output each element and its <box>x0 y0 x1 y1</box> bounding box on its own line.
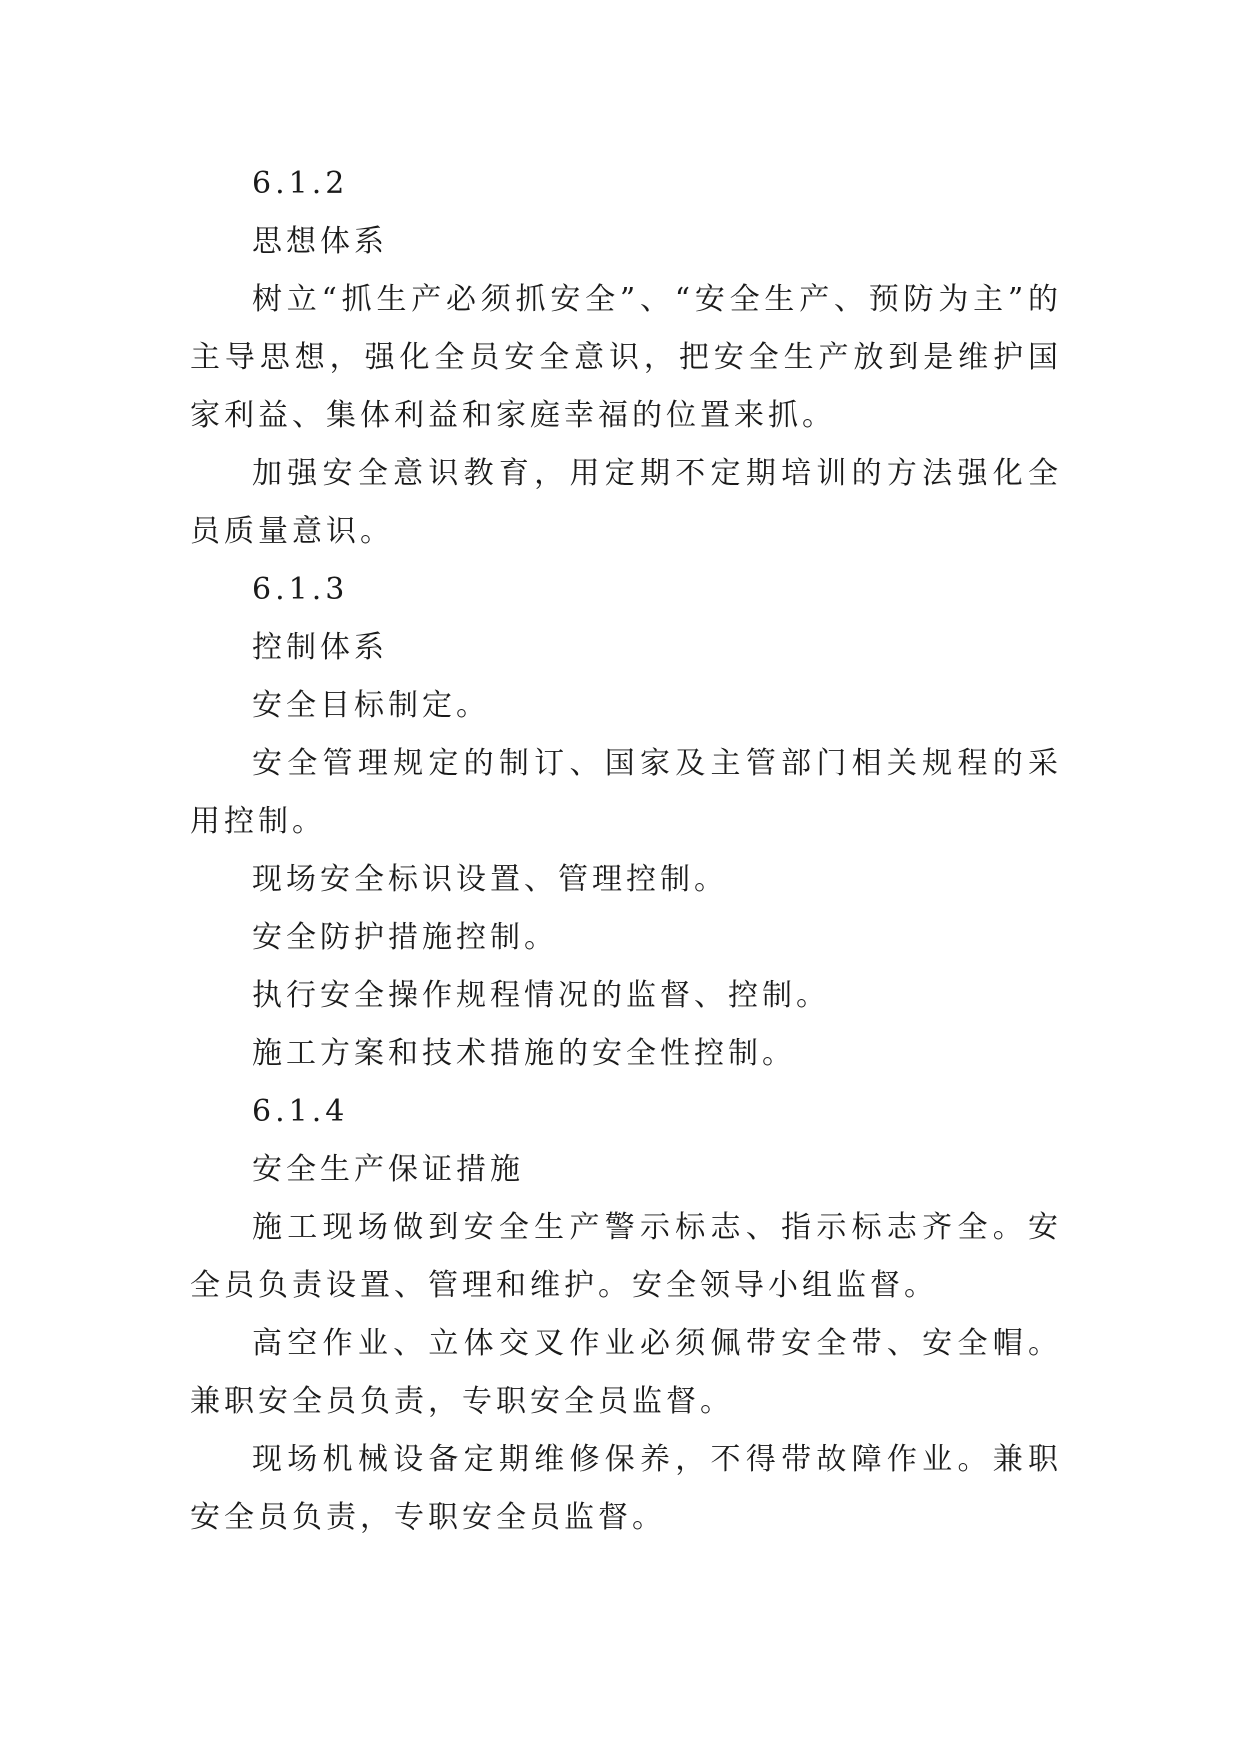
section-number: 6.1.3 <box>252 572 349 607</box>
body-paragraph: 现场安全标识设置、管理控制。 <box>252 862 728 897</box>
body-paragraph: 安全防护措施控制。 <box>252 920 558 955</box>
body-paragraph: 执行安全操作规程情况的监督、控制。 <box>252 978 830 1013</box>
section-number: 6.1.2 <box>252 166 349 201</box>
document-body <box>190 155 1062 1547</box>
section-heading: 思想体系 <box>252 224 388 259</box>
body-paragraph: 安全目标制定。 <box>252 688 490 723</box>
body-paragraph: 现场机械设备定期维修保养，不得带故障作业。兼职安全员负责，专职安全员监督。 <box>190 1442 1062 1535</box>
body-paragraph: 树立“抓生产必须抓安全”、“安全生产、预防为主”的主导思想，强化全员安全意识，把安全生产放到是维护国家利益、集体利益和家庭幸福的位置来抓。 <box>190 282 1062 433</box>
body-paragraph: 施工方案和技术措施的安全性控制。 <box>252 1036 796 1071</box>
body-paragraph: 安全管理规定的制订、国家及主管部门相关规程的采用控制。 <box>190 746 1062 839</box>
section-heading: 安全生产保证措施 <box>252 1152 524 1187</box>
section-heading: 控制体系 <box>252 630 388 665</box>
body-paragraph: 高空作业、立体交叉作业必须佩带安全带、安全帽。兼职安全员负责，专职安全员监督。 <box>190 1326 1062 1419</box>
body-paragraph: 加强安全意识教育，用定期不定期培训的方法强化全员质量意识。 <box>190 456 1062 549</box>
body-paragraph: 施工现场做到安全生产警示标志、指示标志齐全。安全员负责设置、管理和维护。安全领导小组监督。 <box>190 1210 1062 1303</box>
section-number: 6.1.4 <box>252 1094 349 1129</box>
